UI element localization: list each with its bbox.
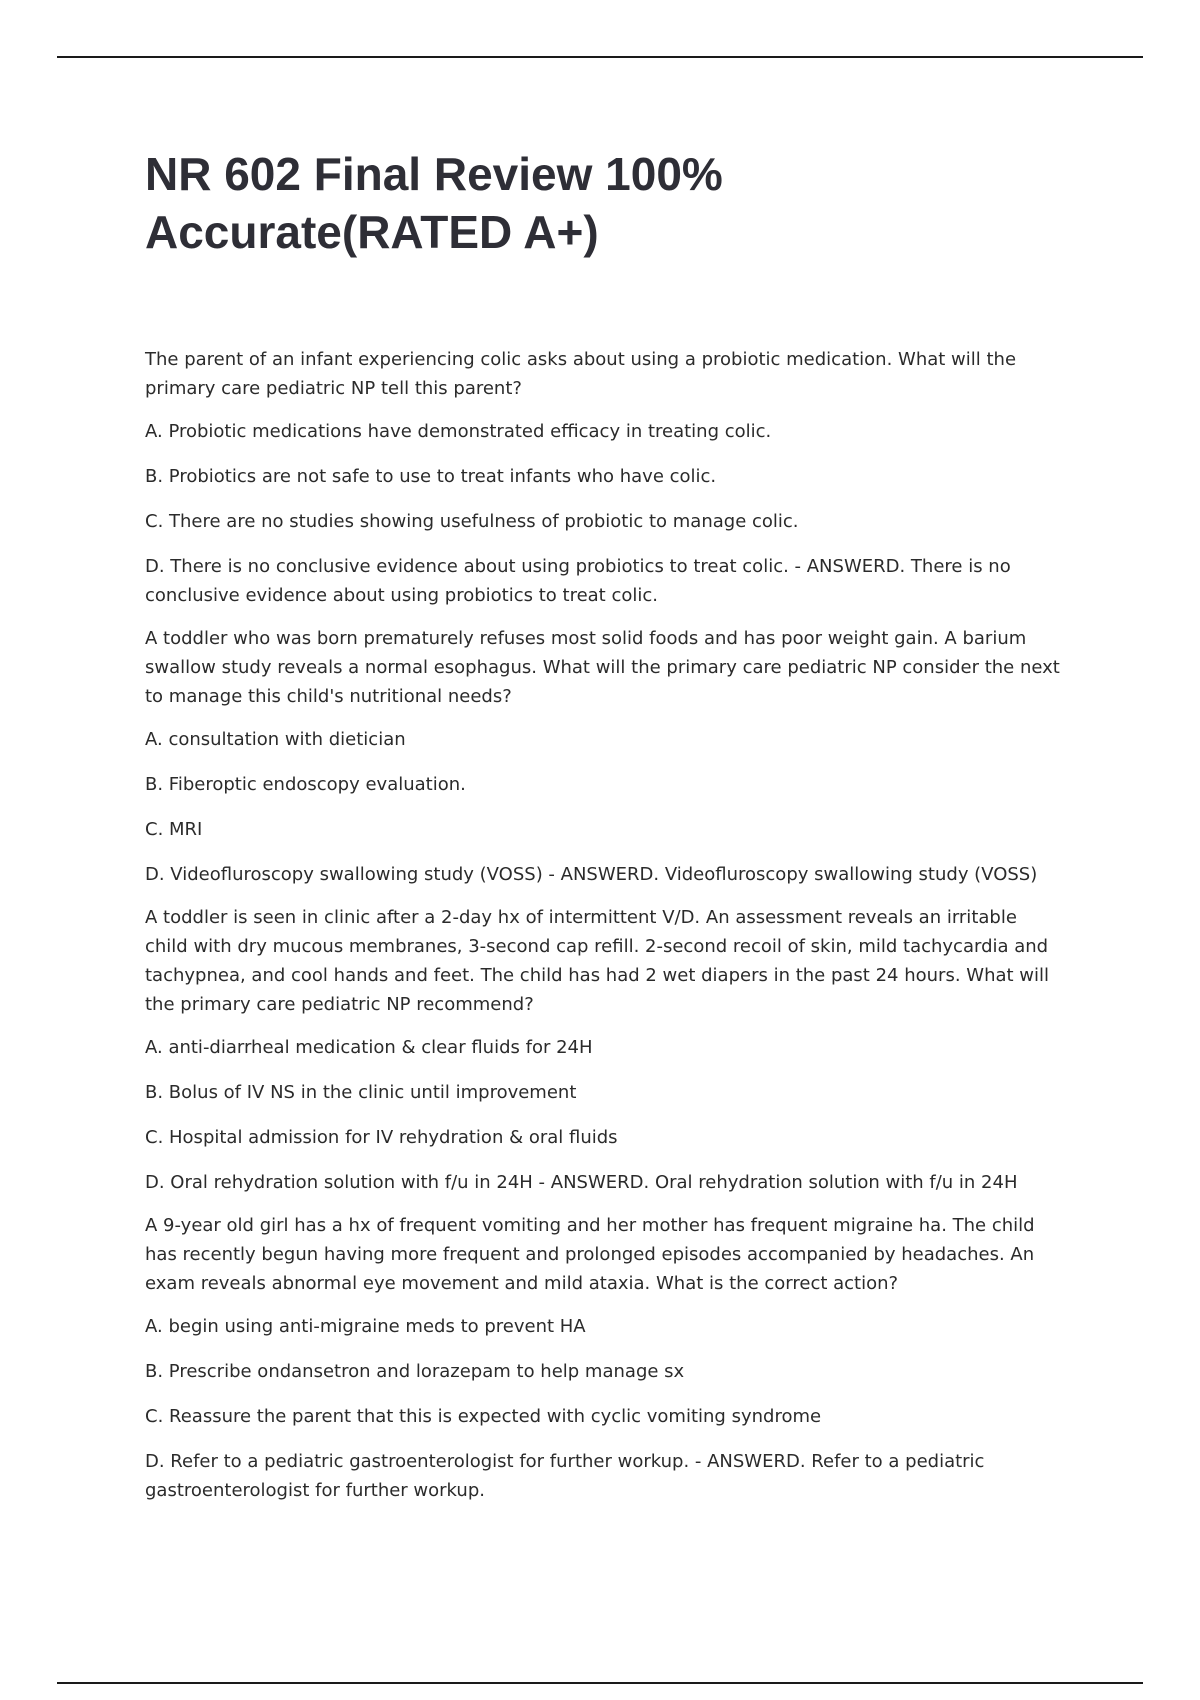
question-block-1 — [145, 345, 1065, 610]
answer-option-b: B. Probiotics are not safe to use to treat infants who have colic. — [145, 466, 717, 487]
answer-option-d: D. Oral rehydration solution with f/u in 24H - ANSWERD. Oral rehydration solution with f/u in 24H — [145, 1172, 1018, 1193]
bottom-divider — [57, 1682, 1143, 1684]
top-divider — [57, 56, 1143, 58]
question-text: A 9-year old girl has a hx of frequent vomiting and her mother has frequent migraine ha. The child has recently begun having more frequent and prolonged episodes accompanied by headaches. An exam reveals abnormal eye movement and mild ataxia. What is the correct action? — [145, 1215, 1035, 1294]
answer-option-c: C. Hospital admission for IV rehydration & oral fluids — [145, 1127, 618, 1148]
answer-option-d: D. Videofluroscopy swallowing study (VOSS) - ANSWERD. Videofluroscopy swallowing study (VOSS) — [145, 864, 1038, 885]
answer-option-c: C. There are no studies showing usefulness of probiotic to manage colic. — [145, 511, 799, 532]
question-text: A toddler is seen in clinic after a 2-day hx of intermittent V/D. An assessment reveals an irritable child with dry mucous membranes, 3-second cap refill. 2-second recoil of skin, mild tachycardia and tachypnea, and cool hands and feet. The child has had 2 wet diapers in the past 24 hours. What will the primary care pediatric NP recommend? — [145, 907, 1050, 1015]
answer-option-c: C. Reassure the parent that this is expected with cyclic vomiting syndrome — [145, 1406, 822, 1427]
answer-option-b: B. Fiberoptic endoscopy evaluation. — [145, 774, 466, 795]
answer-option-c: C. MRI — [145, 819, 203, 840]
answer-option-d: D. Refer to a pediatric gastroenterologist for further workup. - ANSWERD. Refer to a pediatric gastroenterologist for further workup. — [145, 1451, 985, 1501]
answer-option-d: D. There is no conclusive evidence about using probiotics to treat colic. - ANSWERD. There is no conclusive evidence about using probiotics to treat colic. — [145, 556, 1011, 606]
answer-option-a: A. Probiotic medications have demonstrated efficacy in treating colic. — [145, 421, 772, 442]
question-block-2 — [145, 624, 1065, 889]
question-text: A toddler who was born prematurely refuses most solid foods and has poor weight gain. A barium swallow study reveals a normal esophagus. What will the primary care pediatric NP consider the next to manage this child's nutritional needs? — [145, 628, 1060, 707]
question-block-4 — [145, 1211, 1065, 1505]
answer-option-b: B. Bolus of IV NS in the clinic until improvement — [145, 1082, 577, 1103]
answer-option-a: A. consultation with dietician — [145, 729, 406, 750]
question-text: The parent of an infant experiencing colic asks about using a probiotic medication. What will the primary care pediatric NP tell this parent? — [145, 349, 1017, 399]
question-list — [145, 345, 1065, 1519]
question-block-3 — [145, 903, 1065, 1197]
answer-option-b: B. Prescribe ondansetron and lorazepam to help manage sx — [145, 1361, 685, 1382]
answer-option-a: A. anti-diarrheal medication & clear fluids for 24H — [145, 1037, 593, 1058]
answer-option-a: A. begin using anti-migraine meds to prevent HA — [145, 1316, 586, 1337]
document-title: NR 602 Final Review 100% Accurate(RATED A+) — [145, 148, 723, 258]
